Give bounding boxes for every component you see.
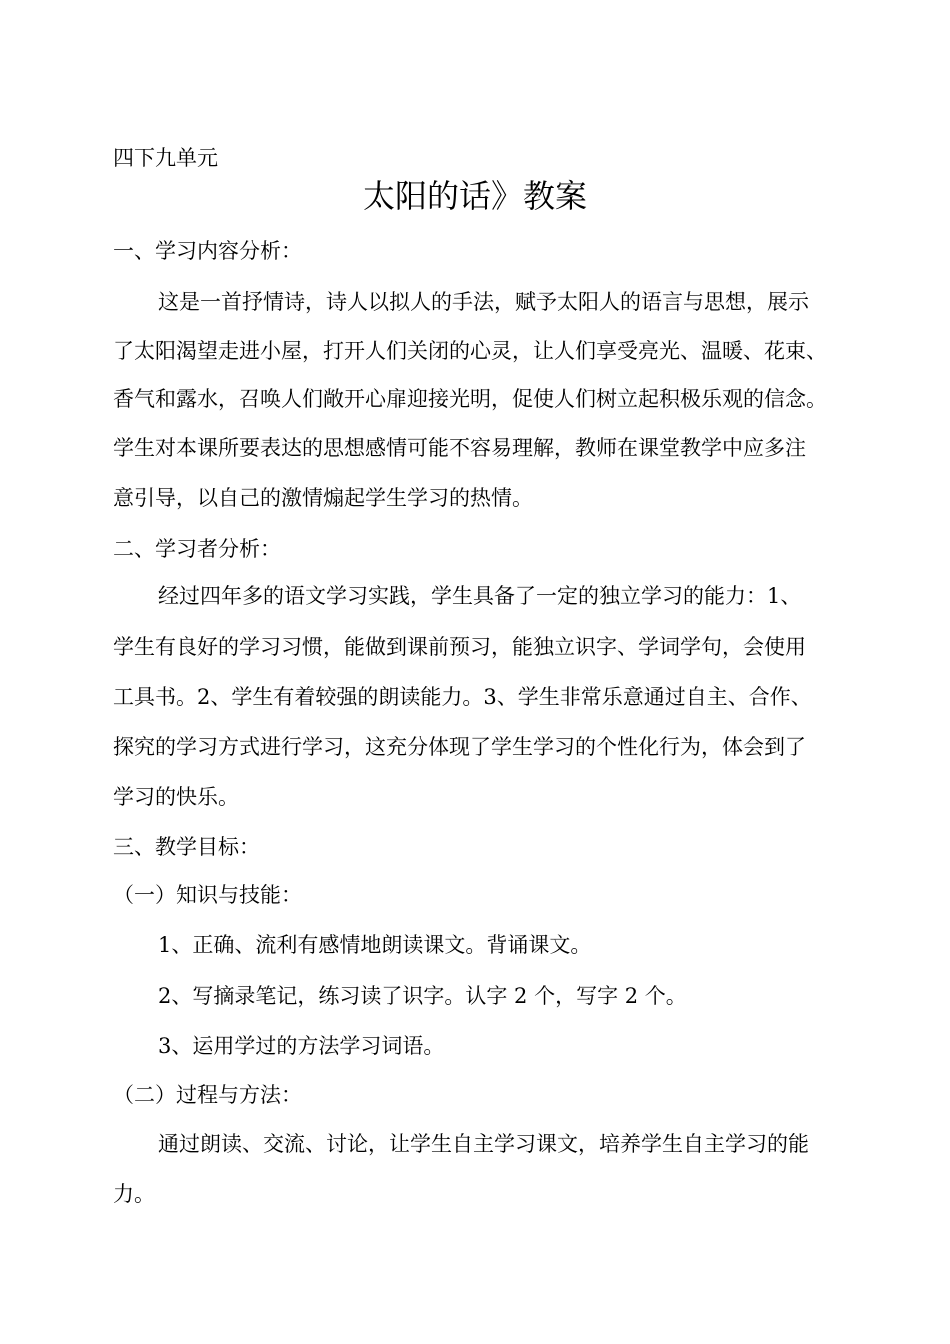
goal-item: 1、正确、流利有感情地朗读课文。背诵课文。 [158,933,592,957]
paragraph-line: 探究的学习方式进行学习，这充分体现了学生学习的个性化行为，体会到了 [113,735,806,759]
section-heading-learner-analysis: 二、学习者分析： [113,537,281,561]
paragraph-line: 力。 [113,1182,155,1206]
goal-item: 2、写摘录笔记，练习读了识字。认字 2 个，写字 2 个。 [158,984,687,1008]
paragraph-line: 学习的快乐。 [113,785,239,809]
paragraph-line: 了太阳渴望走进小屋，打开人们关闭的心灵，让人们享受亮光、温暖、花束、 [113,339,827,363]
goal-item: 3、运用学过的方法学习词语。 [158,1034,445,1058]
paragraph-line: 经过四年多的语文学习实践，学生具备了一定的独立学习的能力：1、 [158,584,802,608]
subsection-heading-knowledge-skills: （一）知识与技能： [113,883,302,907]
paragraph-line: 通过朗读、交流、讨论，让学生自主学习课文，培养学生自主学习的能 [158,1132,809,1156]
document-title: 太阳的话》教案 [362,177,587,215]
paragraph-line: 这是一首抒情诗，诗人以拟人的手法，赋予太阳人的语言与思想，展示 [158,290,809,314]
section-heading-teaching-goals: 三、教学目标： [113,835,260,859]
subsection-heading-process-methods: （二）过程与方法： [113,1083,302,1107]
paragraph-line: 工具书。2、学生有着较强的朗读能力。3、学生非常乐意通过自主、合作、 [113,685,812,709]
paragraph-line: 香气和露水，召唤人们敞开心扉迎接光明，促使人们树立起积极乐观的信念。 [113,387,827,411]
paragraph-line: 学生有良好的学习习惯，能做到课前预习，能独立识字、学词学句，会使用 [113,635,806,659]
section-heading-content-analysis: 一、学习内容分析： [113,239,302,263]
paragraph-line: 学生对本课所要表达的思想感情可能不容易理解，教师在课堂教学中应多注 [113,436,806,460]
unit-label: 四下九单元 [113,146,218,170]
paragraph-line: 意引导，以自己的激情煽起学生学习的热情。 [113,486,533,510]
